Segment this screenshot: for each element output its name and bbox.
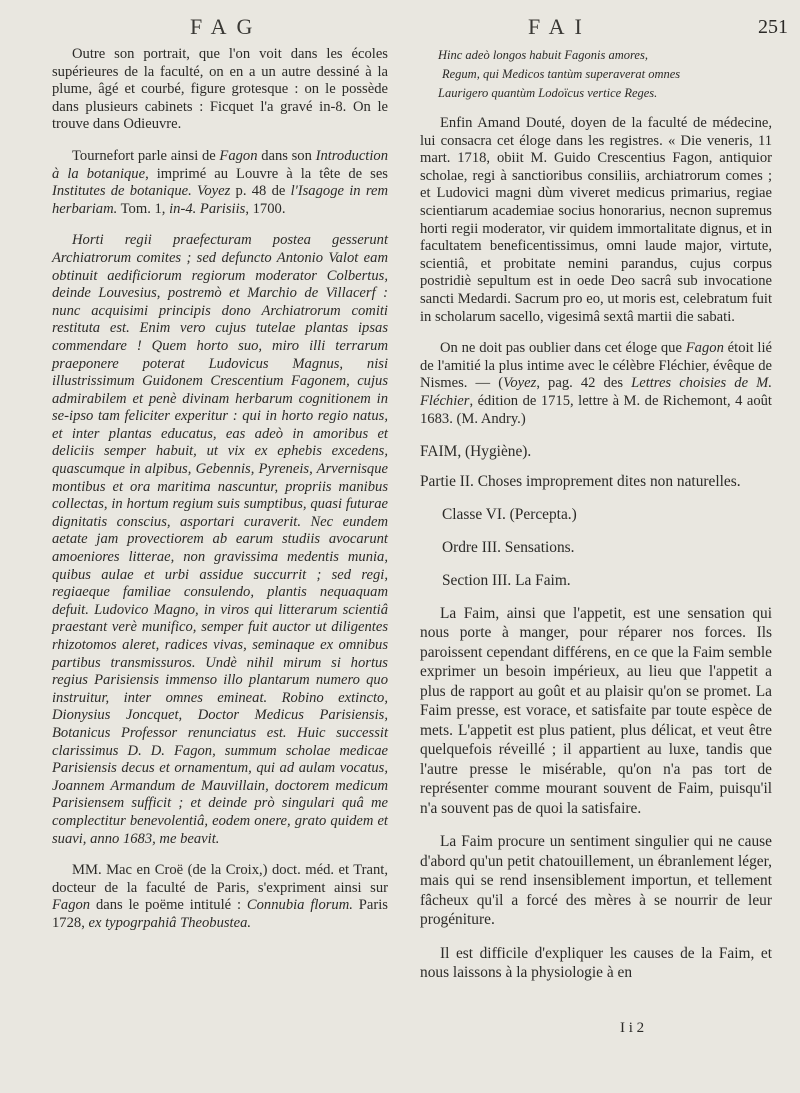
text-run: Fagon: [219, 147, 258, 164]
text-run: On ne doit pas oublier dans cet éloge que: [440, 340, 686, 357]
page-number: 251: [758, 16, 788, 38]
text-run: MM. Mac en Croë (de la Croix,) doct. méd. et Trant, docteur de la faculté de Paris, s'expriment ainsi sur: [52, 862, 388, 896]
text-run: Voyez: [503, 375, 537, 392]
text-run: Institutes de botanique. Voyez: [52, 183, 231, 200]
text-run: Tournefort parle ainsi de: [72, 147, 220, 164]
text-run: ex typogrpahiâ Theobustea.: [88, 914, 252, 931]
verse-line: Regum, qui Medicos tantùm superaverat omnes: [442, 67, 681, 81]
left-column: [52, 46, 388, 947]
text-run: l'Isagoge in rem herbariam.: [52, 183, 388, 217]
text-run: , 1700.: [245, 200, 286, 217]
article-title: FAIM, (Hygiène).: [420, 443, 532, 461]
latin-quotation: Horti regii praefecturam postea gesserunt Archiatrorum comites ; sed defuncto Antonio Valot eam obtinuit aedificiorum regiorum moderator Colbertus, deinde Louvesius, postremò et Marchio de Villacerf : nunc acquisimi principis dono Archiatrorum comiti restituta est. Enim vero cujus tutelae plantas ipsas commendare ! Quem horto suo, miro illi terrarum praeponere poterat Ludovicus Magnus, nisi illustrissimum Guidonem Crescentium Fagonem, cujus admirabilem et penè divinam herbarum cognitionem in se-ipso tam feliciter experitur : qui in horto regio natus, et inter plantas educatus, eas adeò in amoribus et deliciis semper habuit, ut vix ex ephebis excedens, quascumque in alpibus, Gebennis, Pyreneis, Arvernisque montibus et ora maritima nascuntur, propriis manibus collectas, in hortum regium suis sumptibus, quasi futurae dignitatis conscius, asportari curaverit. Nec eundem aetate jam provectiorem ab earum studiis avocarunt amoeniores litterae, non gravissima medentis munia, quibus aulae et urbi assidue succurrit ; sed regi, regiaeque familiae consulendo, plantis nequaquam defuit. Ludovico Magno, in viros qui litterarum scientiâ praestant verè munifico, semper fuit auctor ut diligentes rhizotomos aleret, radices vivas, seminaque ex omnibus partibus transmissuros. Undè nihil mirum si hortus regius Parisiensis immenso illo plantarum numero quo instruitur, inter omnes emineat. Robino extincto, Dionysius Joncquet, Doctor Medicus Parisiensis, Botanicus Professor renunciatus est. Huic successit clarissimus D. D. Fagon, summum scholae medicae Parisiensis decus et ornamentum, qui ad aulam vocatus, Joannem Armandum de Mauvillain, doctorem medicum Parisiensem sufficit ; et deinde prò singulari quâ me complectitur benevolentiâ, eodem onere, grato quidem et suavi, anno 1683, me beavit.: [52, 232, 388, 847]
text-run: dans le poëme intitulé :: [90, 897, 247, 914]
paragraph-eloge: Enfin Amand Douté, doyen de la faculté de médecine, lui consacra cet éloge dans les registres. « Die veneris, 11 mart. 1718, obiit M. Guido Crescentius Fagon, antiquior scholae, regi à sanctioribus consiliis, archiatrorum comes ; et Ludovici magni dùm viveret medicus primarius, regiae scientiarum academiae socius honorarius, necnon supremus horti regii moderator, vir quidem immortalitate dignus, et in facultatem beneficentissimus, omni laude major, virtute, scientiâ, et probitate nemini parandus, cujus corpus postridiè sepultum est in oede Deo sacrâ sub invocatione sancti Medardi. Sacrum pro eo, ut moris est, celebratum fuit in scholarum sacello, vigesimâ sextâ martii die sabati.: [420, 115, 772, 325]
running-head-left: FAG: [190, 14, 263, 39]
text-run: Tom. 1,: [117, 200, 170, 217]
latin-verse: [438, 46, 772, 103]
paragraph-flechier: [420, 340, 772, 428]
paragraph-tournefort: [52, 148, 388, 218]
text-run: dans son: [257, 147, 316, 164]
text-run: in-4. Parisiis: [169, 200, 246, 217]
paragraph-faim-causes: Il est difficile d'expliquer les causes de la Faim, et nous laissons à la physiologie à en: [420, 944, 772, 982]
text-run: , imprimé au Louvre à la tête de ses: [145, 165, 388, 182]
verse-line: Laurigero quantùm Lodoïcus vertice Reges.: [438, 86, 658, 100]
paragraph-portrait: Outre son portrait, que l'on voit dans les écoles supérieures de la faculté, on en a un autre dessiné à la plume, âgé et courbé, figure grotesque : on le possède dans plusieurs cabinets : Ficquet l'a gravé in-8. On le trouve dans Odieuvre.: [52, 46, 388, 133]
text-run: , pag. 42 des: [536, 375, 632, 392]
text-run: Connubia florum.: [246, 897, 353, 914]
text-run: Paris 1728,: [52, 897, 388, 931]
classification-part: Partie II. Choses improprement dites non naturelles.: [420, 472, 741, 490]
classification-section: Section III. La Faim.: [442, 571, 571, 589]
text-run: Fagon: [685, 340, 724, 357]
right-column: [420, 46, 772, 985]
text-run: , édition de 1715, lettre à M. de Richemont, 4 août 1683.: [420, 392, 772, 427]
text-run: Lettres choisies de M. Fléchier: [420, 375, 772, 409]
classification-ordre: Ordre III. Sensations.: [442, 538, 575, 556]
running-head-right: FAI: [528, 14, 592, 39]
text-run: Fagon: [52, 897, 91, 914]
signature-mark: I i 2: [620, 1020, 645, 1036]
paragraph-poem-intro: [52, 862, 388, 932]
paragraph-faim-definition: La Faim, ainsi que l'appetit, est une sensation qui nous porte à manger, pour réparer nos forces. Ils paroissent cependant différens, en ce que la Faim semble exprimer un besoin impérieux, au lieu que l'appetit a plus de rapport au goût et au plaisir qu'on se promet. La Faim presse, est vorace, et satisfaite par toute espèce de mets. L'appetit est plus patient, plus délicat, et veut être quelquefois réveillé ; il appartient au luxe, tandis que l'autre presse le misérable, qu'on n'a pas tort de représenter comme mourant souvent de Faim, puisqu'il n'a souvent pas de quoi la satisfaire.: [420, 604, 772, 817]
text-run: Introduction à la botanique: [52, 147, 388, 182]
classification-classe: Classe VI. (Percepta.): [442, 505, 577, 523]
text-run: étoit lié de l'amitié la plus intime avec le célèbre Fléchier, évêque de Nismes. — (: [420, 340, 773, 392]
author-signature: (M. Andry.): [456, 410, 526, 427]
paragraph-faim-sensation: La Faim procure un sentiment singulier qui ne cause d'abord qu'un petit chatouillement, un ébranlement léger, mais qui se rend insensiblement importun, et tellement fâcheux qu'il a forcé des mères à se nourrir de leur progéniture.: [420, 833, 772, 929]
text-run: p. 48 de: [230, 183, 291, 200]
verse-line: Hinc adeò longos habuit Fagonis amores,: [438, 48, 648, 62]
